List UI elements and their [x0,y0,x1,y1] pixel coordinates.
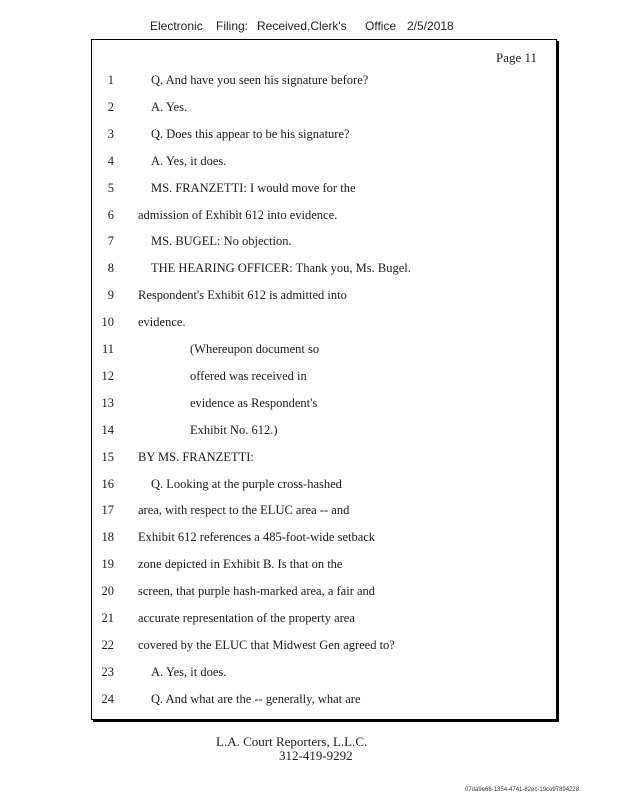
transcript-line: A. Yes. [151,100,188,114]
transcript-line: Q. And what are the -- generally, what are [151,692,361,706]
line-number: 2 [107,100,114,114]
line-number: 11 [101,342,114,356]
line-number: 17 [101,503,114,517]
line-number: 13 [101,396,114,410]
transcript-line: BY MS. FRANZETTI: [138,450,254,464]
filing-header [0,19,618,37]
line-number: 21 [101,611,114,625]
transcript-line: zone depicted in Exhibit B. Is that on the [138,557,343,571]
transcript-line: MS. FRANZETTI: I would move for the [151,181,356,195]
line-number: 9 [107,288,114,302]
transcript-line: evidence. [138,315,186,329]
transcript-line: MS. BUGEL: No objection. [151,234,292,248]
footer-company: L.A. Court Reporters, L.L.C. [216,734,368,749]
transcript-line: admission of Exhibit 612 into evidence. [138,208,338,222]
transcript-line: (Whereupon document so [190,342,320,356]
transcript-line: A. Yes, it does. [151,154,227,168]
line-number: 14 [101,423,114,437]
transcript-line: accurate representation of the property area [138,611,355,625]
footer-phone: 312-419-9292 [279,748,353,763]
line-number: 24 [101,692,114,706]
transcript-line: evidence as Respondent's [190,396,318,410]
document-id: 07da9e68-1354-4741-82ec-19ce97894228 [465,787,580,793]
line-number: 4 [107,154,114,168]
line-number: 20 [101,584,114,598]
transcript-line: Respondent's Exhibit 612 is admitted into [138,288,347,302]
line-number: 15 [101,450,114,464]
transcript-line: covered by the ELUC that Midwest Gen agreed to? [138,638,395,652]
line-number: 19 [101,557,114,571]
header-office: Office [365,19,397,33]
line-number: 1 [107,73,114,87]
transcript-line: THE HEARING OFFICER: Thank you, Ms. Bugel. [151,261,411,275]
transcript-line: Exhibit 612 references a 485-foot-wide setback [138,530,376,544]
transcript-line: Q. And have you seen his signature before? [151,73,369,87]
line-number: 18 [101,530,114,544]
line-number: 6 [107,208,114,222]
transcript-line: A. Yes, it does. [151,665,227,679]
page-number: Page 11 [496,50,538,65]
transcript-line: Q. Looking at the purple cross-hashed [151,477,342,491]
line-number: 5 [107,181,114,195]
header-received: Received,Clerk's [257,19,347,33]
line-number: 16 [101,477,114,491]
line-number: 12 [101,369,114,383]
transcript-line: Exhibit No. 612.) [190,423,278,437]
header-date: 2/5/2018 [407,19,454,33]
transcript-line: offered was received in [190,369,307,383]
transcript-line: screen, that purple hash-marked area, a fair and [138,584,376,598]
transcript-line: Q. Does this appear to be his signature? [151,127,350,141]
line-number: 22 [101,638,114,652]
header-filing: Filing: [216,19,249,33]
line-number: 23 [101,665,114,679]
line-number: 8 [107,261,114,275]
line-number: 10 [101,315,114,329]
line-number: 7 [107,234,114,248]
transcript-line: area, with respect to the ELUC area -- and [138,503,350,517]
line-number: 3 [107,127,114,141]
header-electronic: Electronic [150,19,203,33]
